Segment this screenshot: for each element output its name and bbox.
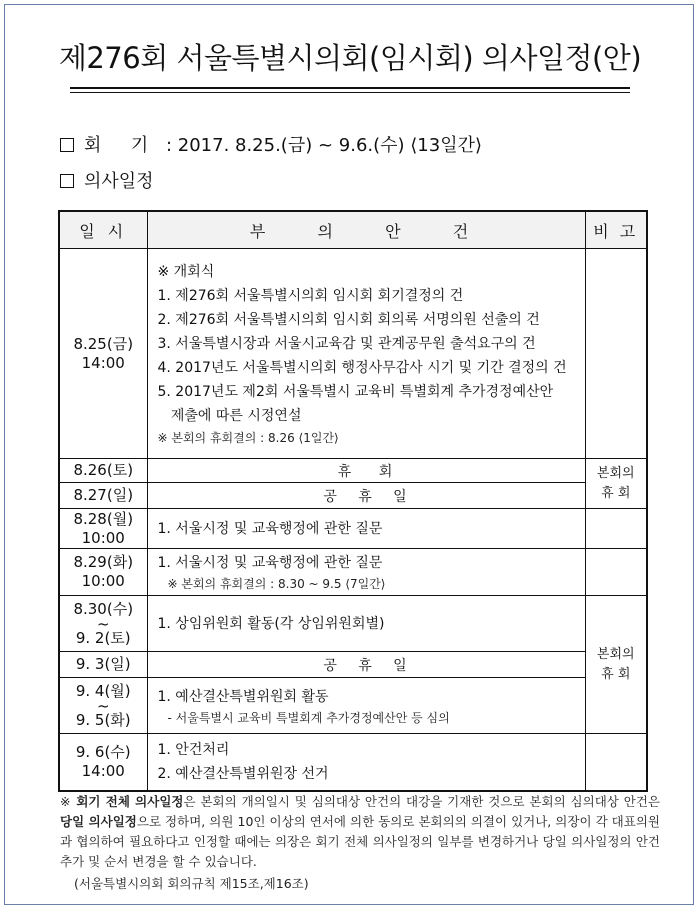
- date-start: 9. 4(월): [75, 681, 131, 700]
- table-row: [59, 509, 647, 549]
- list-item: 5. 2017년도 제2회 서울특별시 교육비 특별회계 추가경정예산안: [157, 383, 554, 400]
- row-note: ※ 본회의 휴회결의 : 8.30 ~ 9.5 ⟨7일간⟩: [167, 577, 386, 591]
- table-row: [59, 596, 647, 652]
- row-items: [147, 678, 585, 734]
- list-item: 1. 서울시정 및 교육행정에 관한 질문: [157, 555, 383, 571]
- row-date: 9. 3(일): [59, 652, 147, 678]
- table-row: [59, 734, 647, 792]
- date-end: 9. 5(화): [75, 710, 131, 729]
- list-item: 1. 제276회 서울특별시의회 임시회 회기결정의 건: [157, 287, 464, 304]
- footnote-text: 으로 정하며, 의원 10인 이상의 연서에 의한 동의로 본회의의 의결이 있거나, 의장이 각 대표의원과 협의하여 필요하다고 인정할 때에는 의장은 회기 전체 의사일정의 일부를 변경하거나 당일 의사일정의 안건 추가 및 순서 변경을 할 수 있습니다.: [60, 814, 660, 869]
- row-date: [59, 249, 147, 459]
- date-time: 14:00: [81, 353, 125, 372]
- row-items: [147, 249, 585, 459]
- list-item: 1. 안건처리: [157, 742, 230, 758]
- footnote-emphasis: 당일 의사일정: [60, 814, 137, 829]
- row-date: 8.26(토): [59, 459, 147, 483]
- row-remark: [585, 249, 647, 459]
- table-row: [59, 652, 647, 678]
- row-date: 8.27(일): [59, 483, 147, 509]
- row-date: [59, 596, 147, 652]
- table-row: [59, 249, 647, 459]
- row-note: ※ 본회의 휴회결의 : 8.26 ⟨1일간⟩: [157, 430, 339, 445]
- row-remark: [585, 734, 647, 792]
- list-item: 1. 상임위원회 활동(각 상임위원회별): [157, 615, 385, 632]
- date-range-tilde: ~: [96, 614, 110, 633]
- list-item: 1. 예산결산특별위원회 활동: [157, 688, 329, 705]
- row-note: - 서울특별시 교육비 특별회계 추가경정예산안 등 심의: [167, 710, 450, 725]
- list-item: 4. 2017년도 서울특별시의회 행정사무감사 시기 및 기간 결정의 건: [157, 359, 567, 376]
- row-date: [59, 509, 147, 549]
- list-item: 2. 예산결산특별위원장 선거: [157, 766, 329, 782]
- row-date: [59, 734, 147, 792]
- date-start: 8.28(월): [73, 509, 134, 528]
- table-header: [59, 211, 647, 249]
- list-item: 2. 제276회 서울특별시의회 임시회 회의록 서명의원 선출의 건: [157, 311, 540, 328]
- session-label: 회 기: [84, 135, 155, 156]
- agenda-line: [60, 167, 154, 193]
- row-items: [147, 734, 585, 792]
- row-center: 휴 회: [147, 459, 585, 483]
- date-start: 8.30(수): [73, 599, 134, 618]
- list-item: 1. 서울시정 및 교육행정에 관한 질문: [157, 520, 383, 537]
- date-time: 10:00: [81, 528, 125, 547]
- row-date: [59, 549, 147, 596]
- date-start: 8.25(금): [73, 334, 134, 353]
- date-start: 9. 6(수): [75, 743, 131, 761]
- footnote-text: 은 본회의 개의일시 및 심의대상 안건의 대강을 기재한 것으로 본회의 심의대상 안건은: [183, 794, 660, 809]
- row-remark: [585, 549, 647, 596]
- date-end: 9. 2(토): [75, 628, 131, 647]
- date-time: 14:00: [81, 762, 125, 780]
- header-date: 일 시: [59, 211, 147, 249]
- date-range-tilde: ~: [96, 696, 110, 715]
- footnote: [60, 792, 660, 894]
- table-row: [59, 459, 647, 483]
- title-underline: [70, 87, 630, 93]
- row-items: [147, 509, 585, 549]
- checkbox-icon: [60, 138, 74, 152]
- row-remark: 본회의 휴 회: [585, 596, 647, 734]
- checkbox-icon: [60, 174, 74, 188]
- list-item: 제출에 따른 시정연설: [157, 407, 302, 424]
- row-remark: 본회의 휴 회: [585, 459, 647, 509]
- table-row: [59, 678, 647, 734]
- row-center: 공 휴 일: [147, 483, 585, 509]
- page-title: 제276회 서울특별시의회(임시회) 의사일정(안): [58, 41, 642, 75]
- row-date: [59, 678, 147, 734]
- agenda-label: 의사일정: [84, 171, 154, 192]
- session-value: : 2017. 8.25.(금) ~ 9.6.(수) ⟨13일간⟩: [165, 135, 482, 156]
- table-row: [59, 549, 647, 596]
- row-center: 공 휴 일: [147, 652, 585, 678]
- table-row: [59, 483, 647, 509]
- agenda-table: [58, 210, 648, 792]
- footnote-mark: ※: [60, 794, 72, 809]
- footnote-emphasis: 회기 전체 의사일정: [76, 794, 184, 809]
- row-items: [147, 549, 585, 596]
- header-items: 부 의 안 건: [147, 211, 585, 249]
- header-remark: 비 고: [585, 211, 647, 249]
- row-remark: [585, 509, 647, 549]
- footnote-source: (서울특별시의회 회의규칙 제15조,제16조): [74, 876, 309, 891]
- row-items: [147, 596, 585, 652]
- date-time: 10:00: [81, 572, 125, 590]
- list-item: ※ 개회식: [157, 263, 215, 280]
- session-line: [60, 131, 482, 157]
- date-start: 8.29(화): [73, 553, 134, 571]
- list-item: 3. 서울특별시장과 서울시교육감 및 관계공무원 출석요구의 건: [157, 335, 536, 352]
